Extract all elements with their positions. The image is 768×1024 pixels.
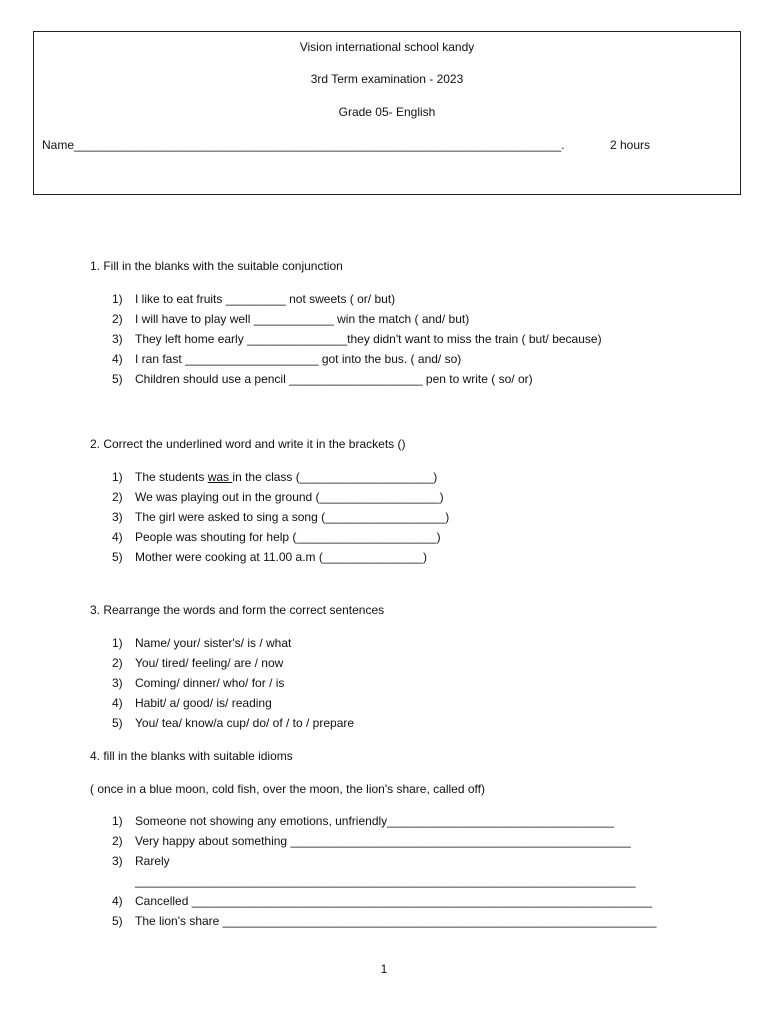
item-number: 5) [112,914,123,928]
exam-title: 3rd Term examination - 2023 [310,72,464,86]
item-text: I will have to play well ____________ win the match ( and/ but) [135,312,470,326]
question-4-heading: 4. fill in the blanks with suitable idioms [90,749,293,763]
item-text: Rarely [135,854,170,868]
item-text: I ran fast ____________________ got into the bus. ( and/ so) [135,352,462,366]
underlined-word: was [207,470,233,484]
item-text: Habit/ a/ good/ is/ reading [135,696,272,710]
question-2-heading: 2. Correct the underlined word and write it in the brackets () [90,437,406,451]
item-text: They left home early _______________they didn't want to miss the train ( but/ because) [135,332,602,346]
item-text: We was playing out in the ground (__________________) [135,490,444,504]
item-text: Mother were cooking at 11.00 a.m (_______________) [135,550,427,564]
item-text: You/ tired/ feeling/ are / now [135,656,284,670]
grade-subject: Grade 05- English [338,105,436,119]
item-number: 4) [112,352,123,366]
item-text: Coming/ dinner/ who/ for / is [135,676,285,690]
item-number: 2) [112,490,123,504]
item-text: Name/ your/ sister's/ is / what [135,636,292,650]
item-number: 2) [112,656,123,670]
item-number: 1) [112,470,123,484]
school-name: Vision international school kandy [299,40,475,54]
exam-header-box [33,31,741,195]
item-number: 3) [112,676,123,690]
item-number: 3) [112,332,123,346]
idiom-options: ( once in a blue moon, cold fish, over the moon, the lion's share, called off) [90,782,485,796]
page-number: 1 [380,962,388,976]
item-number: 5) [112,550,123,564]
item-text [135,467,437,487]
item-text-before: The students [135,470,208,484]
item-number: 4) [112,894,123,908]
item-text: The lion's share _________________________________________________________________ [135,914,657,928]
item-number: 2) [112,834,123,848]
item-number: 2) [112,312,123,326]
item-number: 4) [112,530,123,544]
item-text: Cancelled _____________________________________________________________________ [135,894,653,908]
item-number: 1) [112,636,123,650]
exam-duration: 2 hours [610,138,651,152]
item-text: The girl were asked to sing a song (__________________) [135,510,450,524]
question-3-heading: 3. Rearrange the words and form the correct sentences [90,603,385,617]
item-number: 3) [112,854,123,868]
item-number: 5) [112,372,123,386]
item-text: Very happy about something ___________________________________________________ [135,834,631,848]
item-text: People was shouting for help (_____________________) [135,530,441,544]
item-number: 1) [112,814,123,828]
item-number: 1) [112,292,123,306]
item-text-after: in the class (____________________) [232,470,438,484]
item-answer-line: ___________________________________________________________________________ [135,874,636,888]
item-text: I like to eat fruits _________ not sweets ( or/ but) [135,292,396,306]
question-1-heading: 1. Fill in the blanks with the suitable conjunction [90,259,343,273]
name-field-line: Name_________________________________________________________________________. [42,138,565,152]
item-text: Children should use a pencil ____________________ pen to write ( so/ or) [135,372,533,386]
item-text: You/ tea/ know/a cup/ do/ of / to / prepare [135,716,355,730]
item-number: 5) [112,716,123,730]
item-text: Someone not showing any emotions, unfriendly__________________________________ [135,814,615,828]
item-number: 3) [112,510,123,524]
item-number: 4) [112,696,123,710]
